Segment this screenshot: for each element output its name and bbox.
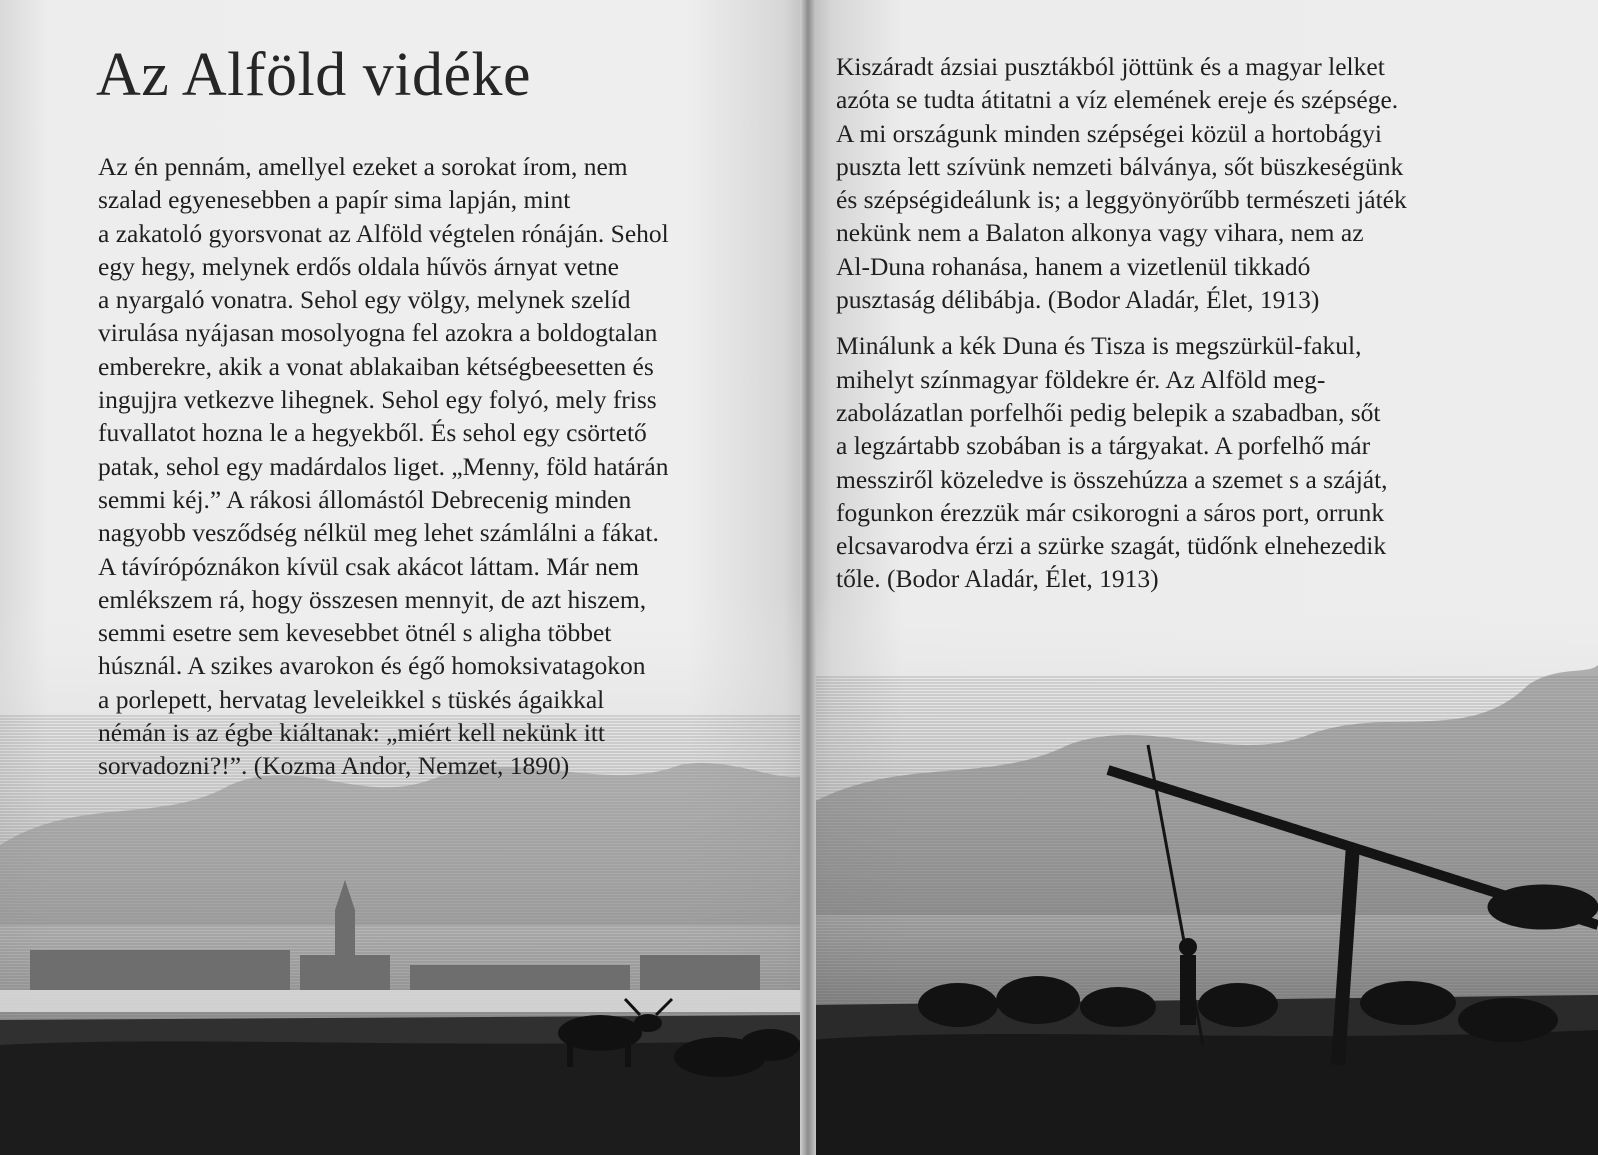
text-line: húsznál. A szikes avarokon és égő homoksivatagokon <box>98 651 646 681</box>
text-line: puszta lett szívünk nemzeti bálványa, sőt büszkeségünk <box>836 151 1404 181</box>
text-line: messziről közeledve is összehúzza a szemet s a száját, <box>836 464 1388 494</box>
text-line: semmi kéj.” A rákosi állomástól Debrecenig minden <box>98 484 632 514</box>
text-line: a nyargaló vonatra. Sehol egy völgy, melynek szelíd <box>98 285 631 315</box>
right-body-text <box>836 50 1536 596</box>
text-line: szalad egyenesebben a papír sima lapján, mint <box>98 185 571 215</box>
text-line: némán is az égbe kiáltanak: „miért kell nekünk itt <box>98 718 605 748</box>
page-title: Az Alföld vidéke <box>96 41 532 109</box>
text-line: a porlepett, hervatag leveleikkel s tüskés ágaikkal <box>98 684 605 714</box>
text-line: fogunkon érezzük már csikorogni a sáros port, orrunk <box>836 497 1385 527</box>
text-line: zabolázatlan porfelhői pedig belepik a szabadban, sőt <box>836 397 1381 427</box>
right-illustration <box>808 595 1598 1155</box>
text-line: egy hegy, melynek erdős oldala hűvös árnyat vetne <box>98 251 619 281</box>
book-gutter <box>800 0 816 1155</box>
text-line: patak, sehol egy madárdalos liget. „Menny, föld határán <box>98 451 669 481</box>
text-line: Kiszáradt ázsiai pusztákból jöttünk és a magyar lelket <box>836 52 1385 81</box>
left-paragraph <box>98 150 778 783</box>
text-line: Az én pennám, amellyel ezeket a sorokat írom, nem <box>98 152 628 181</box>
right-page <box>808 0 1598 1155</box>
right-paragraph-2 <box>836 329 1536 595</box>
text-line: virulása nyájasan mosolyogna fel azokra a boldogtalan <box>98 318 658 348</box>
text-line: Al-Duna rohanása, hanem a vizetlenül tikkadó <box>836 251 1311 281</box>
right-foreground <box>808 1030 1598 1155</box>
text-line: emberekre, akik a vonat ablakaiban kétségbeesetten és <box>98 351 654 381</box>
text-line: ingujjra vetkezve lihegnek. Sehol egy folyó, mely friss <box>98 385 657 415</box>
text-line: elcsavarodva érzi a szürke szagát, tüdőnk elnehezedik <box>836 531 1387 561</box>
text-line: azóta se tudta átitatni a víz elemének ereje és szépsége. <box>836 85 1399 115</box>
text-line: nagyobb vesződség nélkül meg lehet számlálni a fákat. <box>98 518 659 548</box>
text-line: nekünk nem a Balaton alkonya vagy vihara, nem az <box>836 218 1364 248</box>
text-line: a zakatoló gyorsvonat az Alföld végtelen rónáján. Sehol <box>98 218 669 248</box>
text-line: a legzártabb szobában is a tárgyakat. A porfelhő már <box>836 431 1371 461</box>
left-body-text <box>98 150 778 783</box>
horizon-water <box>0 990 808 1012</box>
text-line: emlékszem rá, hogy összesen mennyit, de azt hiszem, <box>98 584 647 614</box>
right-paragraph-1 <box>836 50 1536 316</box>
text-line: Minálunk a kék Duna és Tisza is megszürkül-fakul, <box>836 331 1362 361</box>
text-line: semmi esetre sem kevesebbet ötnél s aligha többet <box>98 618 612 648</box>
text-line: sorvadozni?!”. (Kozma Andor, Nemzet, 1890) <box>98 751 570 781</box>
text-line: mihelyt színmagyar földekre ér. Az Alföld meg- <box>836 364 1326 394</box>
text-line: A mi országunk minden szépségei közül a hortobágyi <box>836 118 1382 148</box>
text-line: tőle. (Bodor Aladár, Élet, 1913) <box>836 564 1159 594</box>
text-line: és szépségideálunk is; a leggyönyörűbb természeti játék <box>836 185 1407 215</box>
text-line: A távírópóznákon kívül csak akácot láttam. Már nem <box>98 551 640 581</box>
text-line: pusztaság délibábja. (Bodor Aladár, Élet, 1913) <box>836 285 1320 315</box>
text-line: fuvallatot hozna le a hegyekből. És sehol egy csörtető <box>98 418 647 448</box>
